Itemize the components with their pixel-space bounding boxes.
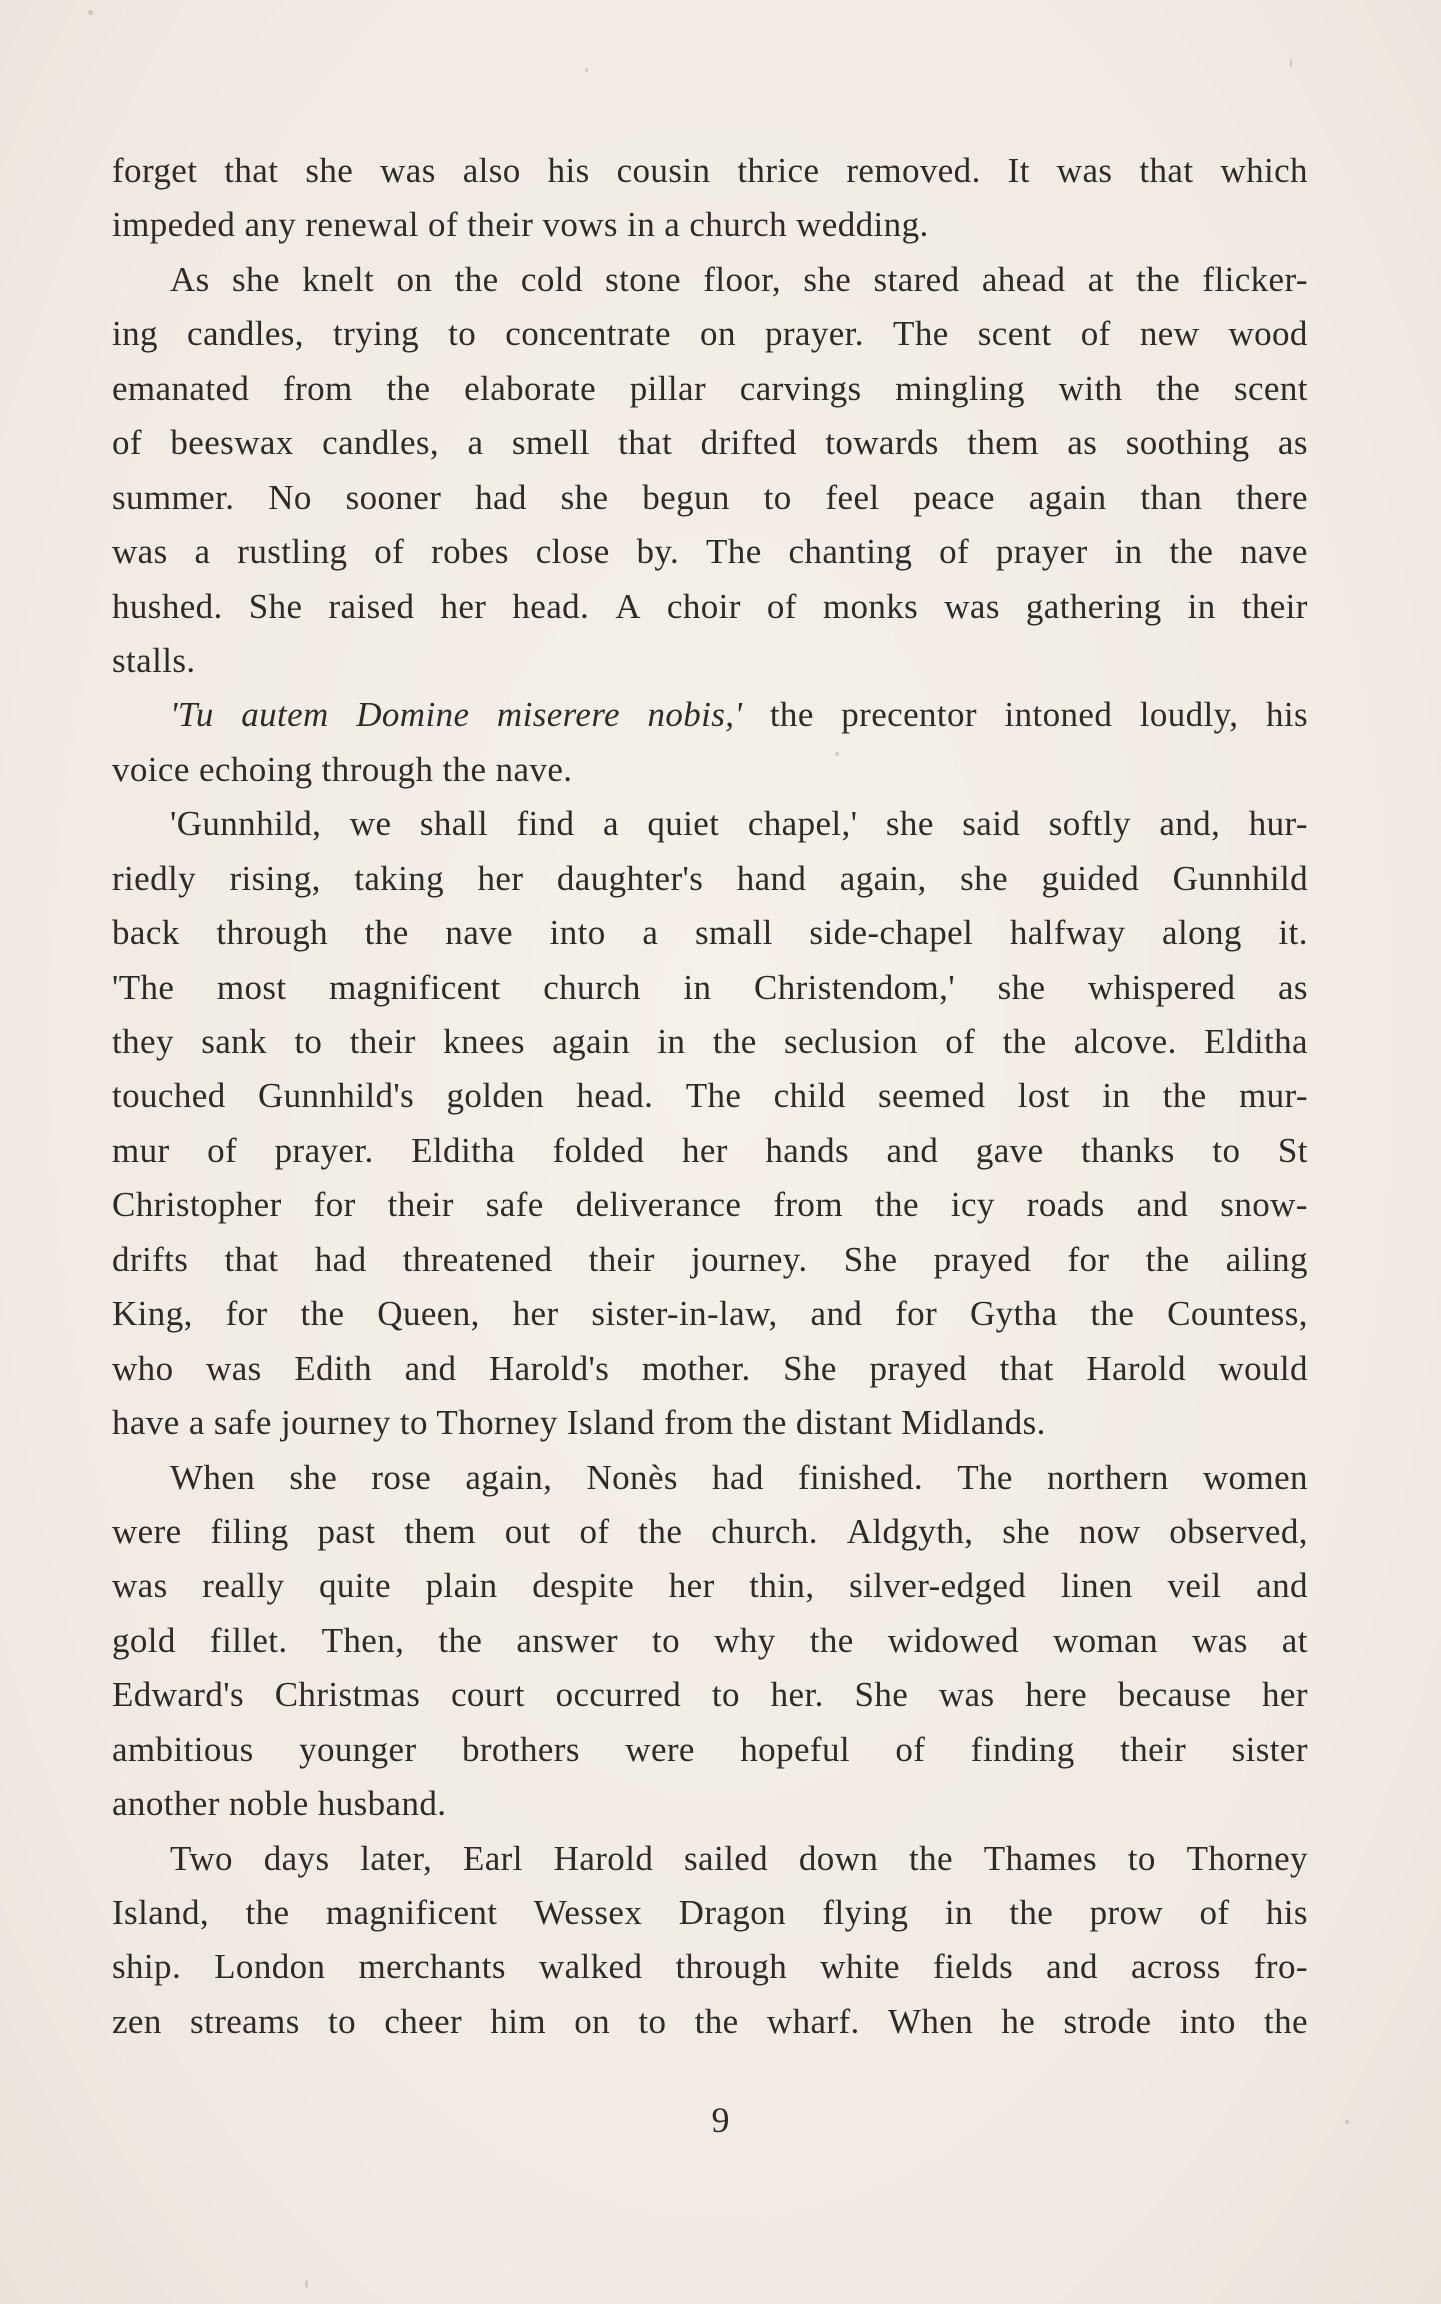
paper-speck [585,68,588,72]
text-line: Christopher for their safe deliverance from the icy roads and snow- [112,1185,1308,1225]
text-line: stalls. [112,640,196,680]
text-line: touched Gunnhild's golden head. The child seemed lost in the mur- [112,1076,1308,1116]
text-line: mur of prayer. Elditha folded her hands and gave thanks to St [112,1130,1308,1170]
text-line: 'The most magnificent church in Christendom,' she whispered as [112,967,1308,1007]
text-line: ing candles, trying to concentrate on prayer. The scent of new wood [112,314,1308,354]
text-line: voice echoing through the nave. [112,749,573,789]
text-line: 'Gunnhild, we shall find a quiet chapel,' she said softly and, hur- [170,804,1308,844]
text-line: Two days later, Earl Harold sailed down the Thames to Thorney [170,1838,1308,1878]
text-line: drifts that had threatened their journey. She prayed for the ailing [112,1239,1308,1279]
text-line: riedly rising, taking her daughter's hand again, she guided Gunnhild [112,858,1308,898]
paper-speck [88,10,93,15]
text-line: have a safe journey to Thorney Island from the distant Midlands. [112,1403,1046,1443]
text-line: ambitious younger brothers were hopeful of finding their sister [112,1729,1308,1769]
text-line: another noble husband. [112,1784,447,1824]
text-line: forget that she was also his cousin thrice removed. It was that which [112,151,1308,190]
body-text [112,144,1308,2049]
text-line: emanated from the elaborate pillar carvings mingling with the scent [112,368,1308,408]
text-line: Island, the magnificent Wessex Dragon flying in the prow of his [112,1893,1308,1932]
text-line: they sank to their knees again in the seclusion of the alcove. Elditha [112,1022,1308,1061]
text-line: Edward's Christmas court occurred to her. She was here because her [112,1675,1308,1715]
text-line: who was Edith and Harold's mother. She prayed that Harold would [112,1348,1308,1388]
text-line: King, for the Queen, her sister-in-law, and for Gytha the Countess, [112,1294,1308,1334]
text-line: back through the nave into a small side-chapel halfway along it. [112,913,1308,953]
text-line: ship. London merchants walked through white fields and across fro- [112,1947,1308,1987]
text-line: 'Tu autem Domine miserere nobis,' the precentor intoned loudly, his [170,695,1308,735]
text-line: was a rustling of robes close by. The chanting of prayer in the nave [112,532,1308,572]
text-line: hushed. She raised her head. A choir of monks was gathering in their [112,586,1308,626]
text-line: As she knelt on the cold stone floor, she stared ahead at the flicker- [170,259,1308,299]
text-line: summer. No sooner had she begun to feel peace again than there [112,477,1308,517]
text-line: gold fillet. Then, the answer to why the widowed woman was at [112,1620,1308,1660]
text-line: were filing past them out of the church. Aldgyth, she now observed, [112,1511,1308,1551]
text-line: impeded any renewal of their vows in a church wedding. [112,205,929,245]
text-line: of beeswax candles, a smell that drifted towards them as soothing as [112,423,1308,463]
paper-speck [1290,58,1292,68]
text-line: When she rose again, Nonès had finished. The northern women [170,1457,1308,1497]
page-number: 9 [711,2100,730,2140]
text-line: was really quite plain despite her thin, silver-edged linen veil and [112,1566,1308,1606]
paper-speck [305,2280,308,2288]
text-line: zen streams to cheer him on to the wharf. When he strode into the [112,2001,1308,2041]
